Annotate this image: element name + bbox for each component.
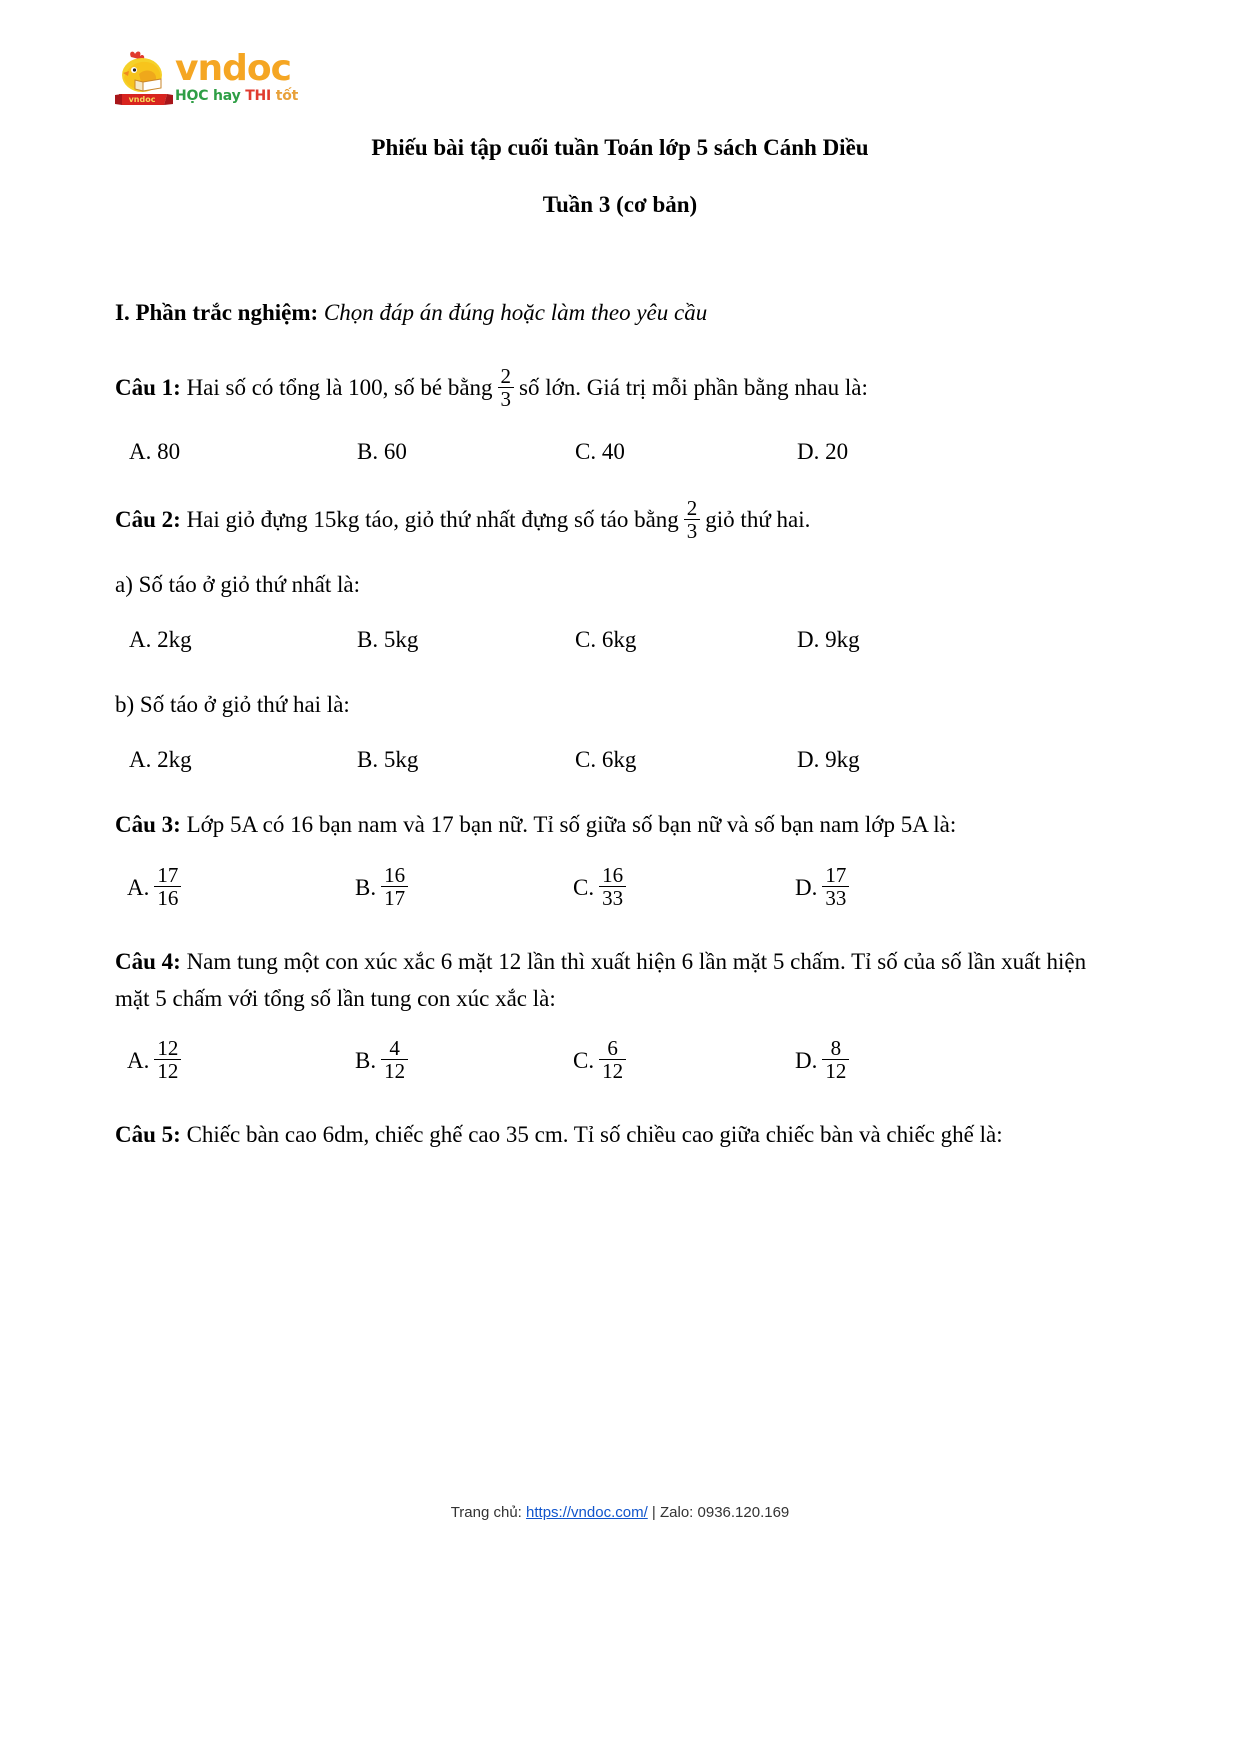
option-a-fraction	[154, 1037, 181, 1082]
question-2b-prompt: b) Số táo ở giỏ thứ hai là:	[115, 692, 350, 718]
option-a[interactable]: A. 2kg	[129, 746, 192, 772]
option-b-letter: B.	[355, 874, 377, 900]
question-2	[115, 496, 1125, 778]
option-d[interactable]: D. 9kg	[797, 746, 860, 772]
logo-tagline-tot: tốt	[275, 88, 299, 104]
question-2-fraction-numerator: 2	[686, 496, 698, 521]
logo-tagline-hay: hay	[212, 88, 241, 104]
question-1	[115, 364, 1125, 471]
question-2-text-before: Hai giỏ đựng 15kg táo, giỏ thứ nhất đựng số táo bằng	[186, 507, 679, 533]
option-d-letter: D.	[795, 874, 818, 900]
question-4	[115, 943, 1125, 1085]
section-label: I. Phần trắc nghiệm:	[115, 300, 319, 326]
vndoc-mascot-icon	[115, 48, 173, 108]
option-d-letter: D.	[795, 1048, 818, 1074]
option-b[interactable]	[355, 1036, 573, 1084]
exercise-content	[115, 220, 1125, 1154]
option-d[interactable]: D. 20	[797, 439, 849, 465]
option-d[interactable]	[795, 862, 854, 911]
question-5-text	[115, 1116, 1125, 1153]
option-c-fraction	[599, 1037, 626, 1082]
question-1-fraction	[498, 365, 515, 410]
option-d[interactable]	[795, 1036, 854, 1084]
footer-suffix: | Zalo: 0936.120.169	[647, 1504, 790, 1521]
option-d-numerator: 8	[830, 1036, 842, 1061]
option-b[interactable]: B. 5kg	[357, 626, 419, 652]
option-c[interactable]: C. 6kg	[575, 746, 637, 772]
question-3-text	[115, 806, 1125, 843]
option-b-fraction	[381, 1037, 408, 1082]
option-c-numerator: 6	[607, 1036, 618, 1061]
page-title: Phiếu bài tập cuối tuần Toán lớp 5 sách Cánh Diều	[371, 135, 869, 160]
option-b-letter: B.	[355, 1048, 377, 1074]
question-1-label: Câu 1:	[115, 375, 181, 401]
question-3-body: Lớp 5A có 16 bạn nam và 17 bạn nữ. Tỉ số giữa số bạn nữ và số bạn nam lớp 5A là:	[186, 812, 957, 838]
option-c-fraction	[599, 864, 626, 909]
option-b[interactable]: B. 5kg	[357, 746, 419, 772]
option-d[interactable]: D. 9kg	[797, 626, 860, 652]
question-2-text	[115, 496, 1125, 544]
question-3-options	[115, 862, 1125, 911]
option-b-numerator: 4	[389, 1036, 400, 1061]
option-b[interactable]: B. 60	[357, 439, 407, 465]
logo-tagline-hoc: HỌC	[175, 88, 209, 104]
option-c-letter: C.	[573, 1048, 595, 1074]
option-a[interactable]	[127, 862, 355, 911]
option-b[interactable]	[355, 862, 573, 911]
question-4-body: Nam tung một con xúc xắc 6 mặt 12 lần thì xuất hiện 6 lần mặt 5 chấm. Tỉ số của số lần xuất hiện mặt 5 chấm với tổng số lần tung con xúc xắc là:	[115, 948, 1087, 1012]
option-d-fraction	[822, 1037, 849, 1082]
logo-tagline-thi: THI	[245, 88, 272, 104]
option-a-numerator: 17	[157, 862, 179, 887]
vndoc-logo[interactable]	[115, 48, 298, 112]
option-a-letter: A.	[127, 874, 150, 900]
question-2-label: Câu 2:	[115, 507, 181, 533]
option-d-denominator: 33	[822, 886, 849, 909]
question-4-label: Câu 4:	[115, 948, 181, 974]
footer-prefix: Trang chủ:	[450, 1504, 527, 1521]
option-b-fraction	[381, 864, 408, 909]
page-subtitle: Tuần 3 (cơ bản)	[542, 192, 698, 218]
question-3	[115, 806, 1125, 910]
question-2a-prompt: a) Số táo ở giỏ thứ nhất là:	[115, 572, 361, 598]
option-a[interactable]	[127, 1036, 355, 1084]
question-2b-options	[115, 742, 1125, 779]
question-1-text-after: số lớn. Giá trị mỗi phần bằng nhau là:	[519, 375, 868, 401]
option-a-fraction	[154, 864, 181, 909]
question-5	[115, 1116, 1125, 1153]
option-c-letter: C.	[573, 874, 595, 900]
option-c-denominator: 12	[599, 1059, 626, 1082]
option-a[interactable]: A. 2kg	[129, 626, 192, 652]
option-a[interactable]: A. 80	[129, 439, 181, 465]
question-2-text-after: giỏ thứ hai.	[705, 507, 811, 533]
question-5-body: Chiếc bàn cao 6dm, chiếc ghế cao 35 cm. Tỉ số chiều cao giữa chiếc bàn và chiếc ghế là:	[186, 1122, 1003, 1148]
question-2a-options	[115, 622, 1125, 659]
question-1-options	[115, 434, 1125, 471]
question-1-text-before: Hai số có tổng là 100, số bé bằng	[186, 375, 493, 401]
logo-tagline	[175, 88, 298, 104]
option-a-denominator: 16	[154, 886, 181, 909]
question-1-fraction-numerator: 2	[500, 364, 512, 389]
option-b-numerator: 16	[384, 862, 406, 887]
option-d-numerator: 17	[825, 862, 847, 887]
option-a-letter: A.	[127, 1048, 150, 1074]
option-c[interactable]	[573, 1036, 795, 1084]
question-4-text	[115, 943, 1125, 1018]
question-3-label: Câu 3:	[115, 812, 181, 838]
option-c-numerator: 16	[602, 862, 624, 887]
option-c-denominator: 33	[599, 886, 626, 909]
option-a-numerator: 12	[157, 1036, 179, 1061]
option-a-denominator: 12	[154, 1059, 181, 1082]
option-c[interactable]: C. 40	[575, 439, 625, 465]
question-2-fraction-denominator: 3	[684, 519, 701, 542]
option-c[interactable]	[573, 862, 795, 911]
question-1-text	[115, 364, 1125, 412]
section-instruction: Chọn đáp án đúng hoặc làm theo yêu cầu	[323, 300, 708, 326]
question-1-fraction-denominator: 3	[498, 387, 515, 410]
page-footer	[0, 1504, 1240, 1521]
question-2-fraction	[684, 497, 701, 542]
section-heading	[115, 294, 1125, 331]
question-4-options	[115, 1036, 1125, 1084]
option-b-denominator: 17	[381, 886, 408, 909]
option-c[interactable]: C. 6kg	[575, 626, 637, 652]
logo-word: vndoc	[175, 48, 291, 89]
option-b-denominator: 12	[381, 1059, 408, 1082]
footer-homepage-link[interactable]: https://vndoc.com/	[526, 1504, 648, 1521]
question-5-label: Câu 5:	[115, 1122, 181, 1148]
option-d-denominator: 12	[822, 1059, 849, 1082]
svg-text:vndoc: vndoc	[128, 95, 156, 104]
logo-wordmark	[175, 48, 298, 104]
option-d-fraction	[822, 864, 849, 909]
